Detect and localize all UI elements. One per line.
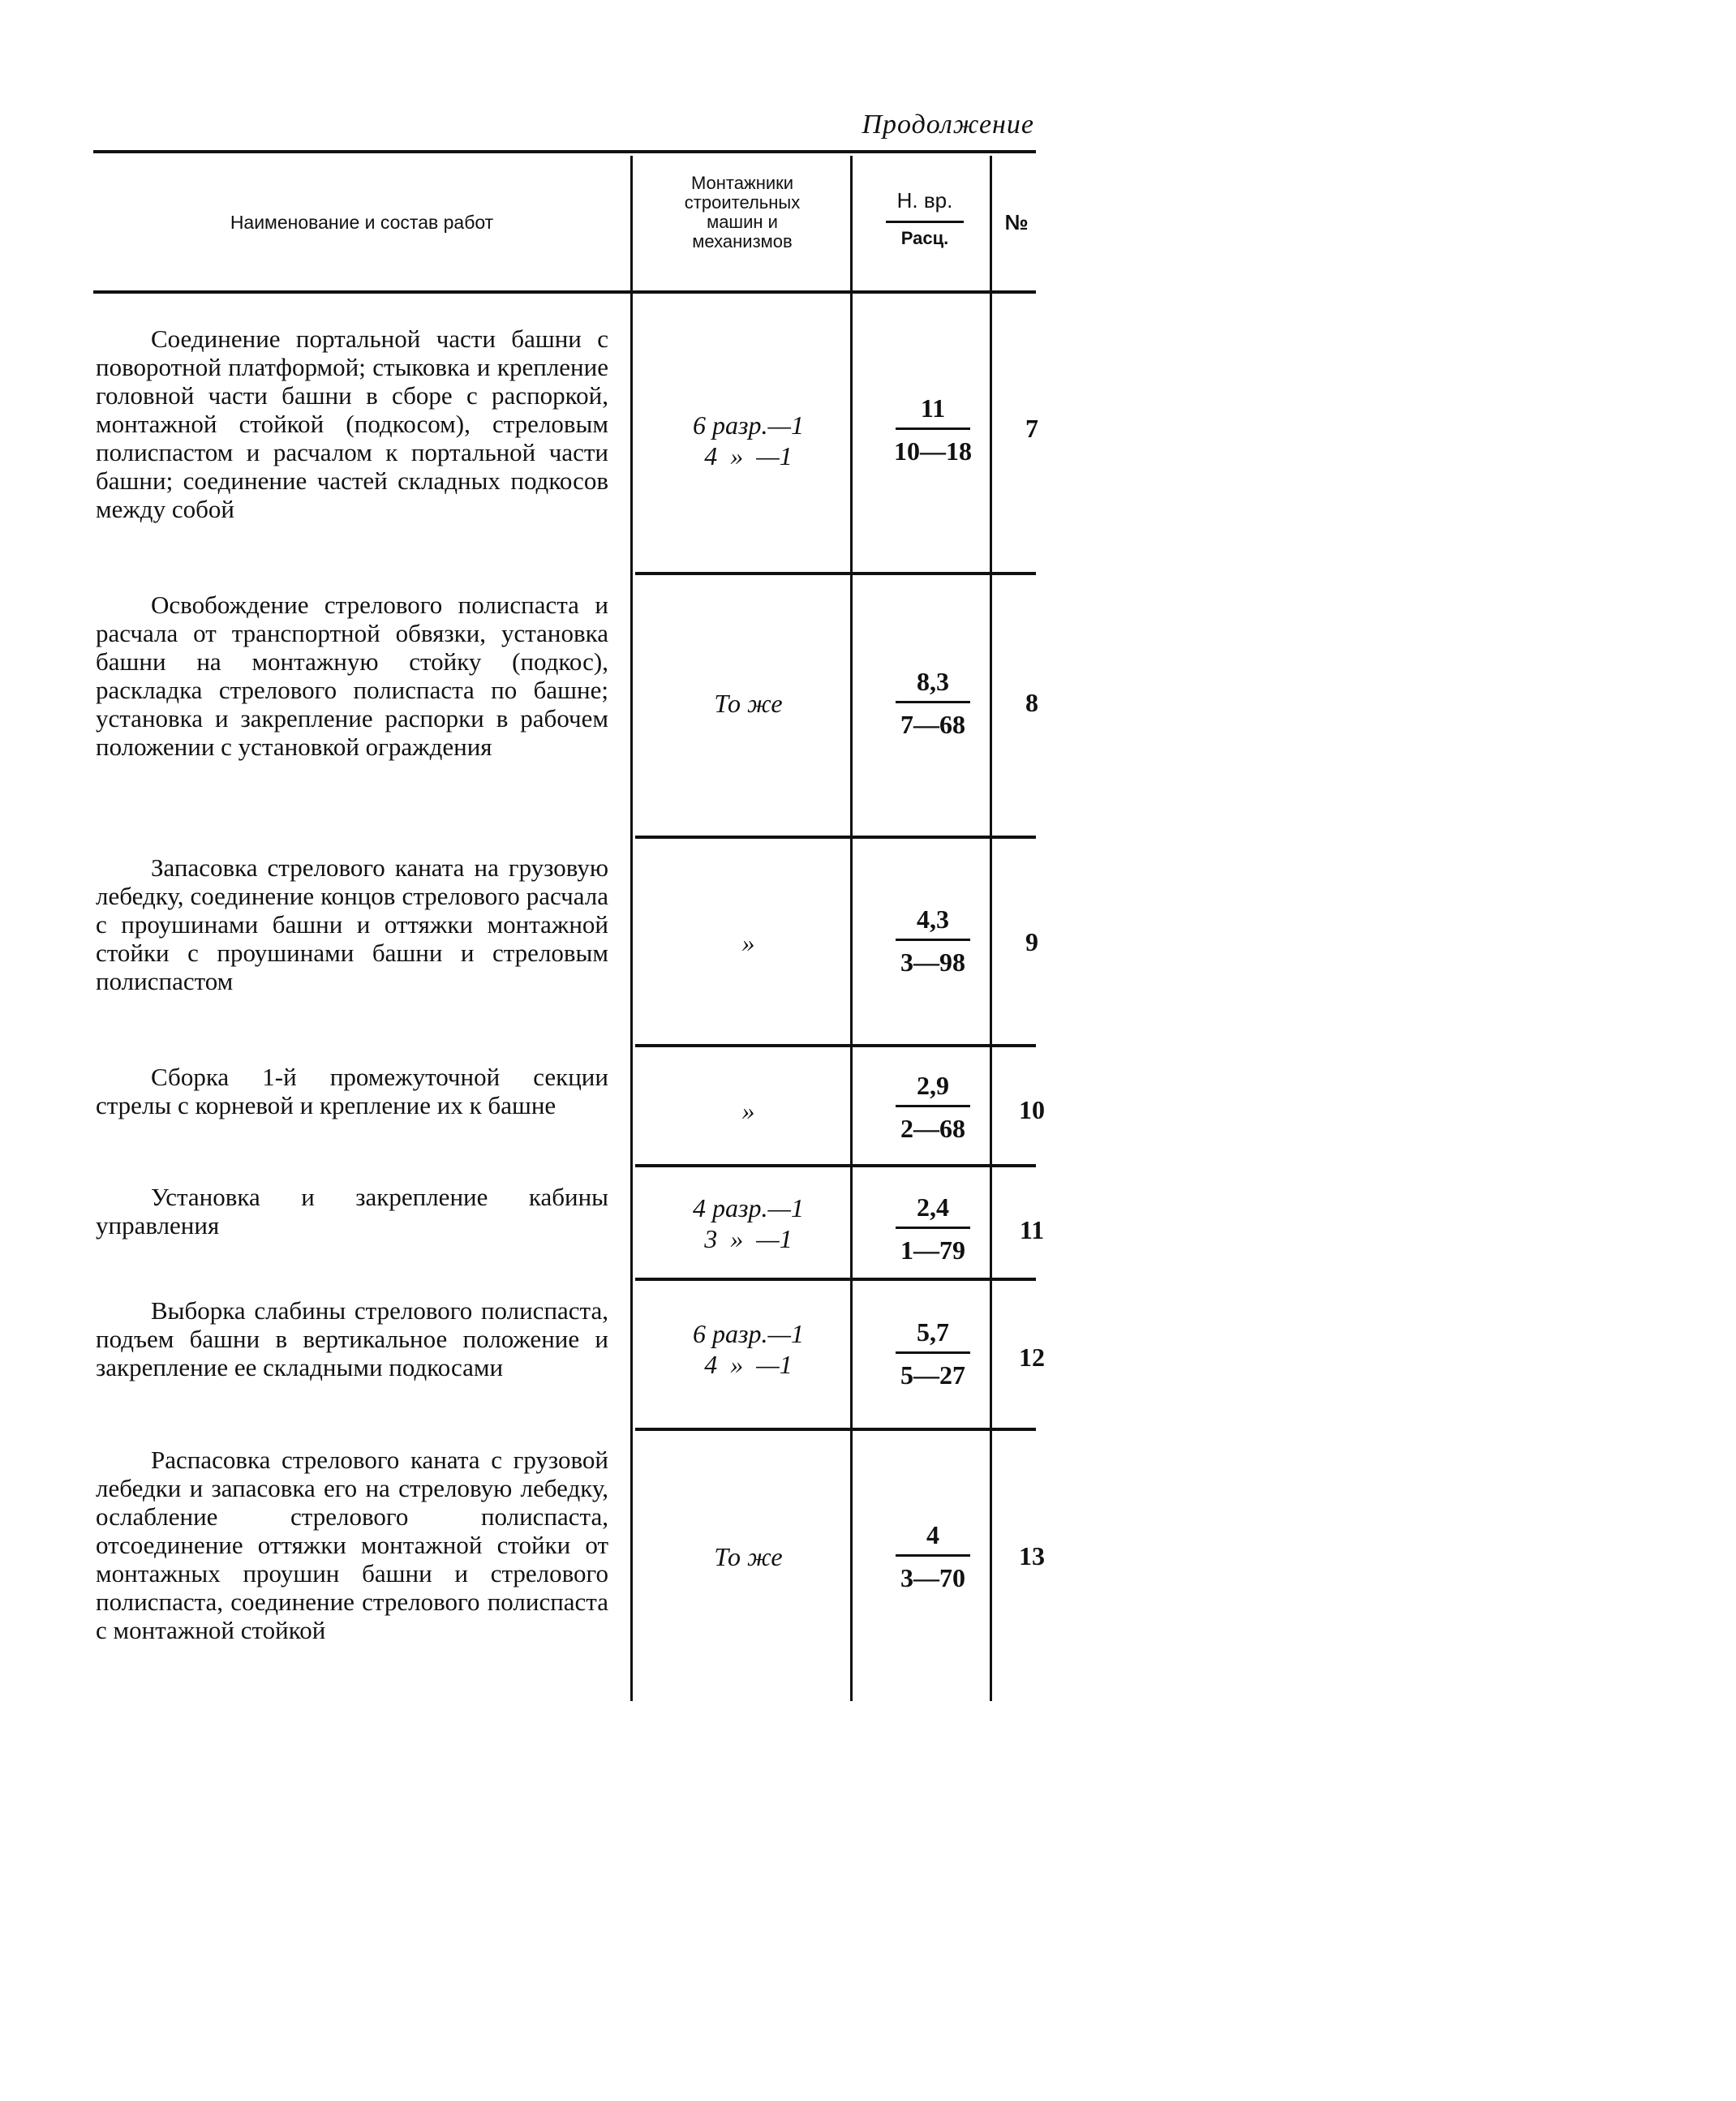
- row-norm-fraction: [860, 1191, 1006, 1266]
- header-time: Н. вр.: [896, 188, 953, 213]
- row-description: Сборка 1-й промежуточной секции стрелы с корневой и крепление их к башне: [96, 1063, 608, 1119]
- rule-row-11: [635, 1278, 1036, 1281]
- row-crew: То же: [714, 1542, 783, 1571]
- row-description: Освобождение стрелового полиспаста и расчала от транспортной обвязки, установка башни на монтажную стойку (подкос), раскладка стрелового полиспаста по башне; установка и закрепление распорки в рабочем положении с установкой ограждения: [96, 591, 608, 761]
- continued-label: Продолжение: [862, 110, 1034, 140]
- header-rate: Расц.: [900, 228, 949, 248]
- row-number: 11: [1019, 1215, 1045, 1244]
- row-rate: 10—18: [894, 436, 972, 466]
- header-fraction-bar: [886, 221, 964, 223]
- row-norm-fraction: [860, 1519, 1006, 1594]
- row-time: 4: [926, 1520, 939, 1549]
- row-time: 2,9: [917, 1071, 949, 1100]
- header-crew: Монтажники строительных машин и механизмов: [684, 173, 801, 251]
- rule-header-bottom: [93, 290, 1036, 294]
- row-time: 11: [920, 393, 946, 423]
- row-time: 2,4: [917, 1192, 949, 1222]
- header-name: Наименование и состав работ: [230, 212, 494, 233]
- rule-row-8: [635, 836, 1036, 839]
- row-description: Распасовка стрелового каната с грузовой лебедки и запасовка его на стреловую лебедку, ослабление стрелового полиспаста, отсоединение оттяжки монтажной стойки от монтажных проушин башни и стрелового полиспаста, соединение стрелового полиспаста с монтажной стойкой: [96, 1446, 608, 1644]
- row-number: 13: [1019, 1541, 1045, 1570]
- row-rate: 1—79: [900, 1235, 965, 1265]
- row-crew: 6 разр.—1 4 » —1: [693, 1319, 804, 1379]
- row-number: 12: [1019, 1343, 1045, 1372]
- row-norm-fraction: [860, 903, 1006, 978]
- row-crew: 6 разр.—1 4 » —1: [693, 410, 804, 470]
- row-number: 7: [1025, 414, 1038, 443]
- row-norm-fraction: [860, 665, 1006, 741]
- row-rate: 5—27: [900, 1360, 965, 1390]
- col-divider-1: [630, 156, 633, 1701]
- row-rate: 7—68: [900, 710, 965, 739]
- row-description: Установка и закрепление кабины управления: [96, 1183, 608, 1240]
- row-rate: 3—70: [900, 1563, 965, 1592]
- header-number: №: [1004, 210, 1029, 234]
- row-rate: 3—98: [900, 947, 965, 977]
- row-time: 4,3: [917, 904, 949, 934]
- row-number: 10: [1019, 1095, 1045, 1124]
- row-crew: »: [741, 1096, 755, 1125]
- row-description: Соединение портальной части башни с поворотной платформой; стыковка и крепление головной части башни в сборе с распоркой, монтажной стойкой (подкосом), стреловым полиспастом и расчалом к портальной части башни; соединение частей складных подкосов между собой: [96, 324, 608, 523]
- row-description: Выборка слабины стрелового полиспаста, подъем башни в вертикальное положение и закрепление ее складными подкосами: [96, 1296, 608, 1381]
- row-number: 8: [1025, 688, 1038, 717]
- row-description: Запасовка стрелового каната на грузовую лебедку, соединение концов стрелового расчала с проушинами башни и оттяжки монтажной стойки с проушинами башни и стреловым полиспастом: [96, 853, 608, 995]
- rule-row-12: [635, 1428, 1036, 1431]
- rule-row-9: [635, 1044, 1036, 1047]
- row-crew: »: [741, 928, 755, 957]
- rule-top: [93, 150, 1036, 153]
- row-crew: 4 разр.—1 3 » —1: [693, 1193, 804, 1253]
- row-crew: То же: [714, 689, 783, 718]
- row-number: 9: [1025, 927, 1038, 956]
- rule-row-7: [635, 572, 1036, 575]
- row-norm-fraction: [860, 1069, 1006, 1145]
- row-time: 8,3: [917, 667, 949, 696]
- rule-row-10: [635, 1164, 1036, 1167]
- row-time: 5,7: [917, 1317, 949, 1347]
- row-rate: 2—68: [900, 1114, 965, 1143]
- row-norm-fraction: [860, 392, 1006, 467]
- row-norm-fraction: [860, 1316, 1006, 1391]
